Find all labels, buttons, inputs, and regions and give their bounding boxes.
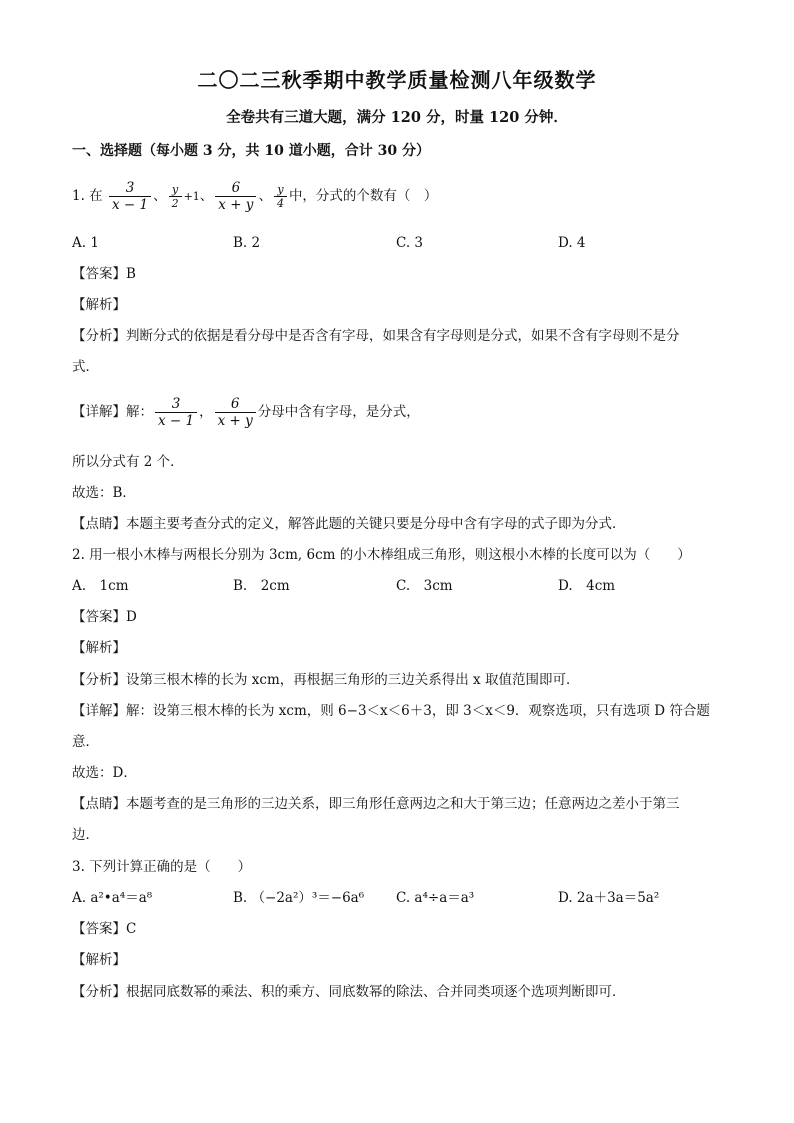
q1-conclusion: 所以分式有 2 个． <box>72 454 184 470</box>
q2-option-d: D. 4cm <box>558 578 616 594</box>
q3-analysis-label: 【解析】 <box>72 952 126 968</box>
q1-frac4-numerator: y <box>277 183 284 196</box>
exam-subtitle: 全卷共有三道大题，满分 120 分，时量 120 分钟． <box>226 109 568 126</box>
q1-choose: 故选：B． <box>72 485 136 501</box>
q1-answer: 【答案】B <box>72 266 136 282</box>
q1-fraction-1 <box>109 180 151 213</box>
q1-stem <box>72 176 437 217</box>
q1-frac3-denominator: x + y <box>215 196 256 213</box>
q1-detail-comma: ， <box>199 404 213 420</box>
q1-frac4-denominator: 4 <box>274 196 287 210</box>
q1-fraction-2 <box>169 183 182 210</box>
q2-comment-line1: 【点睛】本题考查的是三角形的三边关系，即三角形任意两边之和大于第三边；任意两边之差小于第三 <box>72 796 680 812</box>
q2-detail-line2: 意． <box>72 734 99 750</box>
q2-option-a: A. 1cm <box>72 578 129 594</box>
q1-fenxi-line2: 式． <box>72 359 99 375</box>
q1-detail-fraction-2 <box>215 396 256 429</box>
q1-option-d: D. 4 <box>558 235 586 251</box>
q2-choose: 故选：D． <box>72 765 137 781</box>
q3-option-b: B. （−2a²）³＝−6a⁶ <box>233 890 365 906</box>
q1-separator-3: 、 <box>258 188 272 204</box>
q1-option-c: C. 3 <box>396 235 424 251</box>
q1-comment: 【点睛】本题主要考查分式的定义，解答此题的关键只要是分母中含有字母的式子即为分式． <box>72 516 626 532</box>
q1-fraction-3 <box>215 180 256 213</box>
q2-answer: 【答案】D <box>72 609 137 625</box>
q1-frac1-denominator: x − 1 <box>109 196 151 213</box>
q3-stem: 3. 下列计算正确的是（ ） <box>72 859 252 875</box>
q2-analysis-label: 【解析】 <box>72 640 126 656</box>
q1-separator-2: 、 <box>199 188 214 204</box>
q1-frac3-numerator: 6 <box>231 180 241 196</box>
q1-suffix: 中，分式的个数有（ ） <box>288 188 438 204</box>
q1-fraction-4 <box>274 183 287 210</box>
q2-option-c: C. 3cm <box>396 578 453 594</box>
q2-comment-line2: 边． <box>72 827 99 843</box>
q1-frac2-numerator: y <box>171 183 179 196</box>
q1-separator-1: 、 <box>153 188 167 204</box>
q1-detail-frac1-denominator: x − 1 <box>155 412 197 429</box>
q2-fenxi: 【分析】设第三根木棒的长为 xcm，再根据三角形的三边关系得出 x 取值范围即可． <box>72 672 580 688</box>
q1-detail-frac2-denominator: x + y <box>215 412 256 429</box>
q1-detail-prefix: 【详解】解： <box>72 404 153 420</box>
q1-detail-suffix: 分母中含有字母，是分式， <box>257 404 420 420</box>
q2-stem: 2. 用一根小木棒与两根长分别为 3cm, 6cm 的小木棒组成三角形，则这根小木棒的长度可以为（ ） <box>72 547 691 563</box>
q1-option-b: B. 2 <box>233 235 261 251</box>
q1-analysis-label: 【解析】 <box>72 297 126 313</box>
q2-option-b: B. 2cm <box>233 578 290 594</box>
q1-detail-frac2-numerator: 6 <box>230 396 240 412</box>
q2-detail-line1: 【详解】解：设第三根木棒的长为 xcm，则 6−3＜x＜6＋3，即 3＜x＜9．观察选项，只有选项 D 符合题 <box>72 703 710 719</box>
q1-frac1-numerator: 3 <box>125 180 135 196</box>
q1-option-a: A. 1 <box>72 235 99 251</box>
section-heading: 一、选择题（每小题 3 分，共 10 道小题，合计 30 分） <box>72 143 430 159</box>
q1-detail <box>72 392 420 432</box>
q3-option-c: C. a⁴÷a＝a³ <box>396 890 475 906</box>
q3-answer: 【答案】C <box>72 921 137 937</box>
q3-option-a: A. a²•a⁴＝a⁸ <box>72 890 153 906</box>
q1-detail-frac1-numerator: 3 <box>171 396 181 412</box>
q3-option-d: D. 2a＋3a＝5a² <box>558 890 660 906</box>
exam-title: 二〇二三秋季期中教学质量检测八年级数学 <box>197 68 597 92</box>
q1-detail-fraction-1 <box>155 396 197 429</box>
q3-fenxi: 【分析】根据同底数幂的乘法、积的乘方、同底数幂的除法、合并同类项逐个选项判断即可． <box>72 984 626 1000</box>
q1-fenxi-line1: 【分析】判断分式的依据是看分母中是否含有字母，如果含有字母则是分式，如果不含有字母则不是分 <box>72 328 680 344</box>
q1-frac2-denominator: 2 <box>169 196 182 210</box>
q1-prefix: 1. 在 <box>72 188 103 204</box>
q1-plus-one: +1 <box>183 190 200 203</box>
